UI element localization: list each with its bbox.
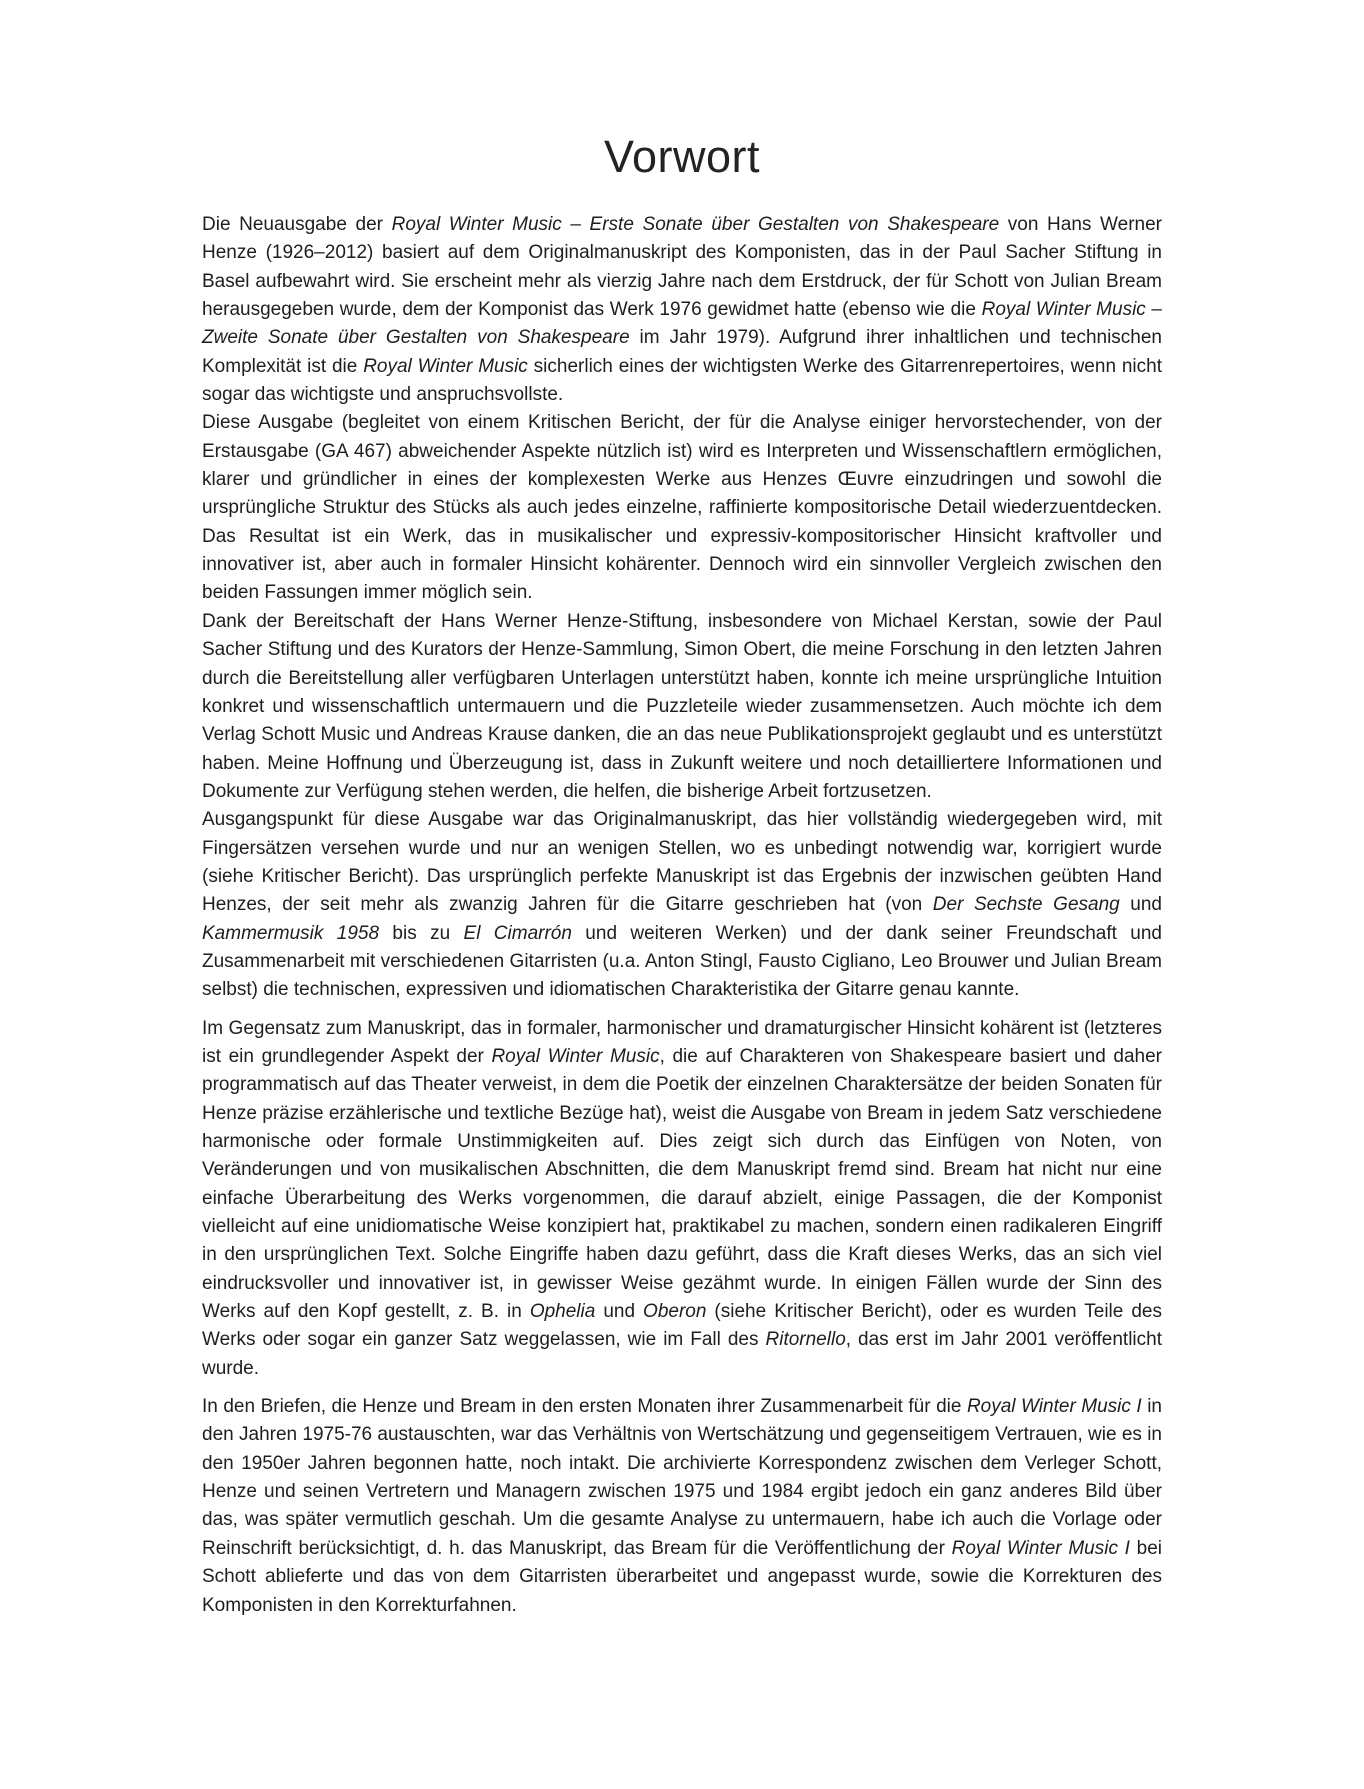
work-title: Royal Winter Music I	[951, 1537, 1130, 1559]
text-run: im Jahr 1979). Aufgrund ihrer inhaltlichen und technischen Komplexität ist die	[202, 327, 1163, 377]
paragraph	[202, 1393, 1162, 1620]
text-run: In den Briefen, die Henze und Bream in den ersten Monaten ihrer Zusammenarbeit für die	[202, 1396, 967, 1418]
text-run: und	[1119, 894, 1162, 916]
work-title: Ritornello	[765, 1329, 846, 1351]
paragraph	[202, 211, 1162, 409]
text-run: und	[595, 1301, 644, 1323]
preface-body	[202, 211, 1162, 1620]
text-run: Im Gegensatz zum Manuskript, das in formaler, harmonischer und dramaturgischer Hinsicht kohärent ist (letzteres ist ein grundlegender Aspekt der	[202, 1017, 1162, 1067]
text-run: Die Neuausgabe der	[202, 214, 392, 235]
paragraph	[202, 409, 1162, 607]
work-title: El Cimarrón	[463, 922, 572, 944]
text-run: (siehe Kritischer Bericht), oder es wurden Teile des Werks oder sogar ein ganzer Satz weggelassen, wie im Fall des	[202, 1301, 1162, 1351]
text-run: bei Schott ablieferte und das von dem Gitarristen überarbeitet und angepasst wurde, sowie die Korrekturen des Komponisten in den Korrekturfahnen.	[202, 1537, 1162, 1616]
work-title: Royal Winter Music	[491, 1045, 660, 1067]
text-run: von Hans Werner Henze (1926–2012) basiert auf dem Originalmanuskript des Komponisten, das in der Paul Sacher Stiftung in Basel aufbewahrt wird. Sie erscheint mehr als vierzig Jahre nach dem Erstdruck, der für Schott von Julian Bream herausgegeben wurde, dem der Komponist das Werk 1976 gewidmet hatte (ebenso wie die	[202, 214, 1162, 321]
text-run: in den Jahren 1975-76 austauschten, war das Verhältnis von Wertschätzung und gegenseitigem Vertrauen, wie es in den 1950er Jahren begonnen hatte, noch intakt. Die archivierte Korrespondenz zwischen dem Verleger Schott, Henze und seinen Vertretern und Managern zwischen 1975 und 1984 ergibt jedoch ein ganz anderes Bild über das, was später vermutlich geschah. Um die gesamte Analyse zu untermauern, habe ich auch die Vorlage oder Reinschrift berücksichtigt, d. h. das Manuskript, das Bream für die Veröffentlichung der	[202, 1396, 1162, 1559]
text-run: und weiteren Werken) und der dank seiner Freundschaft und Zusammenarbeit mit verschiedenen Gitarristen (u.a. Anton Stingl, Fausto Cigliano, Leo Brouwer und Julian Bream selbst) die technischen, expressiven und idiomatischen Charakteristika der Gitarre genau kannte.	[202, 922, 1162, 1001]
text-run: Diese Ausgabe (begleitet von einem Kritischen Bericht, der für die Analyse einiger hervorstechender, von der Erstausgabe (GA 467) abweichender Aspekte nützlich ist) wird es Interpreten und Wissenschaftlern ermöglichen, klarer und gründlicher in eines der komplexesten Werke aus Henzes Œuvre einzudringen und sowohl die ursprüngliche Struktur des Stücks als auch jedes einzelne, raffinierte kompositorische Detail wiederzuentdecken. Das Resultat ist ein Werk, das in musikalischer und expressiv-kompositorischer Hinsicht kraftvoller und innovativer ist, aber auch in formaler Hinsicht kohärenter. Dennoch wird ein sinnvoller Vergleich zwischen den beiden Fassungen immer möglich sein.	[202, 412, 1162, 604]
work-title: Kammermusik 1958	[202, 922, 380, 944]
work-title: Oberon	[643, 1301, 707, 1323]
paragraph	[202, 806, 1162, 1004]
page-title: Vorwort	[603, 131, 761, 182]
work-title: Ophelia	[529, 1301, 596, 1323]
work-title: Royal Winter Music – Erste Sonate über Gestalten von Shakespeare	[391, 214, 1000, 235]
work-title: Royal Winter Music – Zweite Sonate über Gestalten von Shakespeare	[202, 299, 1162, 349]
paragraph	[202, 1015, 1162, 1383]
text-run: Ausgangspunkt für diese Ausgabe war das Originalmanuskript, das hier vollständig wiedergegeben wird, mit Fingersätzen versehen wurde und nur an wenigen Stellen, wo es unbedingt notwendig war, korrigiert wurde (siehe Kritischer Bericht). Das ursprünglich perfekte Manuskript ist das Ergebnis der inzwischen geübten Hand Henzes, der seit mehr als zwanzig Jahren für die Gitarre geschrieben hat (von	[202, 809, 1162, 916]
work-title: Royal Winter Music	[363, 355, 528, 377]
work-title: Der Sechste Gesang	[932, 894, 1120, 916]
paragraph	[202, 608, 1162, 806]
work-title: Royal Winter Music I	[966, 1396, 1142, 1418]
text-run: , das erst im Jahr 2001 veröffentlicht wurde.	[202, 1329, 1162, 1379]
text-run: Dank der Bereitschaft der Hans Werner Henze-Stiftung, insbesondere von Michael Kerstan, sowie der Paul Sacher Stiftung und des Kurators der Henze-Sammlung, Simon Obert, die meine Forschung in den letzten Jahren durch die Bereitstellung aller verfügbaren Unterlagen unterstützt haben, konnte ich meine ursprüngliche Intuition konkret und wissenschaftlich untermauern und die Puzzleteile wieder zusammensetzen. Auch möchte ich dem Verlag Schott Music und Andreas Krause danken, die an das neue Publikationsprojekt geglaubt und es unterstützt haben. Meine Hoffnung und Überzeugung ist, dass in Zukunft weitere und noch detailliertere Informationen und Dokumente zur Verfügung stehen werden, die helfen, die bisherige Arbeit fortzusetzen.	[202, 610, 1162, 802]
text-run: sicherlich eines der wichtigsten Werke des Gitarrenrepertoires, wenn nicht sogar das wichtigste und anspruchsvollste.	[202, 355, 1162, 406]
text-run: , die auf Charakteren von Shakespeare basiert und daher programmatisch auf das Theater verweist, in dem die Poetik der einzelnen Charaktersätze der beiden Sonaten für Henze präzise erzählerische und textliche Bezüge hat), weist die Ausgabe von Bream in jedem Satz verschiedene harmonische oder formale Unstimmigkeiten auf. Dies zeigt sich durch das Einfügen von Noten, von Veränderungen und von musikalischen Abschnitten, die dem Manuskript fremd sind. Bream hat nicht nur eine einfache Überarbeitung des Werks vorgenommen, die darauf abzielt, einige Passagen, die der Komponist vielleicht auf eine unidiomatische Weise konzipiert hat, praktikabel zu machen, sondern einen radikaleren Eingriff in den ursprünglichen Text. Solche Eingriffe haben dazu geführt, dass die Kraft dieses Werks, das an sich viel eindrucksvoller und innovativer ist, in gewisser Weise gezähmt wurde. In einigen Fällen wurde der Sinn des Werks auf den Kopf gestellt, z. B. in	[202, 1045, 1162, 1323]
text-run: bis zu	[379, 922, 464, 944]
